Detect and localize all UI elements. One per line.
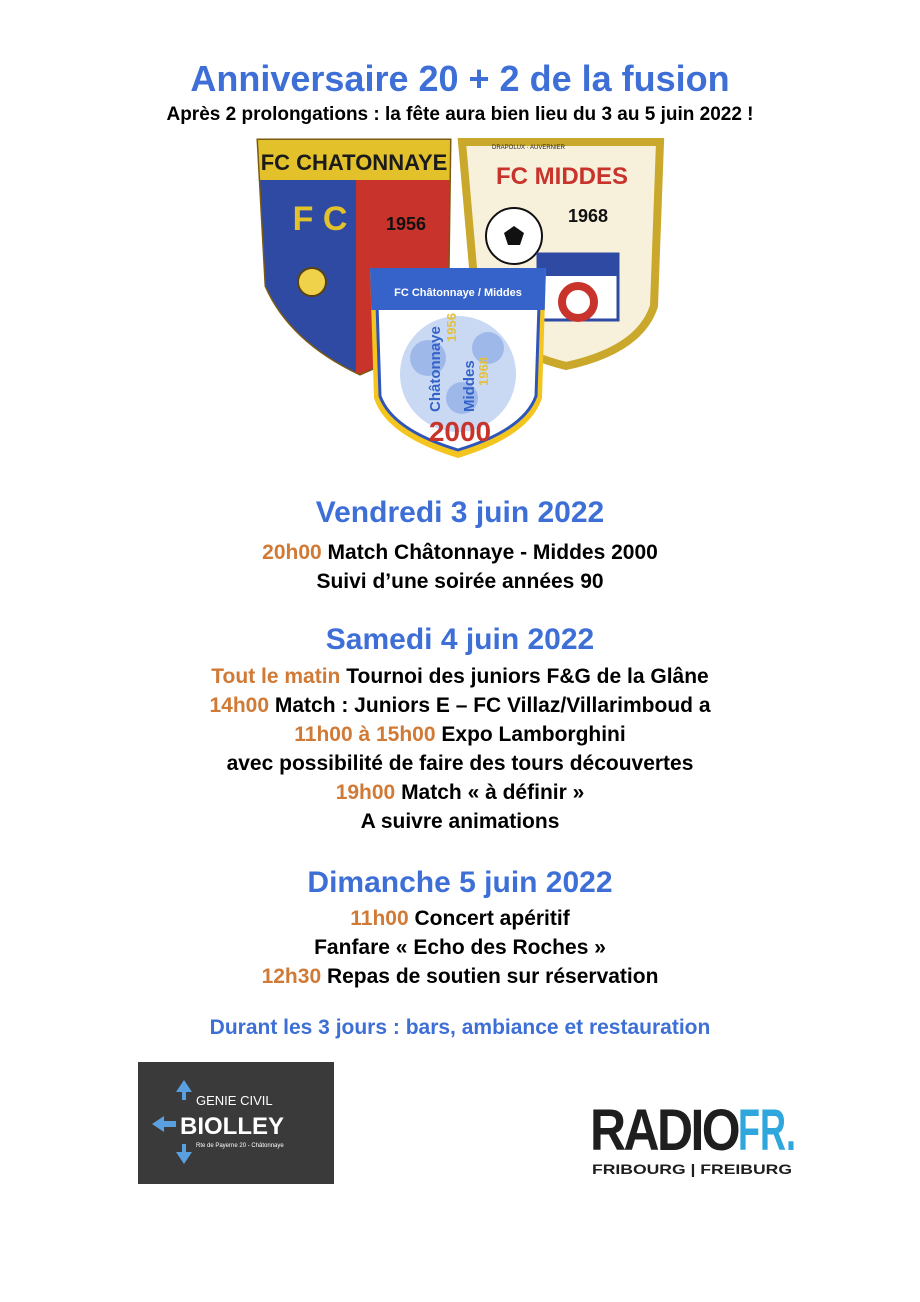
fc-chatonnaye-middes-crest: [370, 268, 546, 458]
footer-note: Durant les 3 jours : bars, ambiance et restauration: [209, 1016, 711, 1039]
program-text: Repas de soutien sur réservation: [321, 965, 659, 988]
program-text: Suivi d’une soirée années 90: [316, 570, 604, 593]
program-line: [0, 962, 920, 991]
program-line: [0, 691, 920, 720]
chatonnaye-label: Châtonnaye: [427, 326, 444, 412]
program-time: 14h00: [209, 694, 270, 717]
fc-middes-name: FC MIDDES: [496, 163, 628, 190]
radiofr-logo-fr: FR.: [738, 1098, 796, 1163]
day-program-sunday: [0, 904, 920, 991]
fc-chatonnaye-name: FC CHATONNAYE: [260, 150, 448, 175]
biolley-name: BIOLLEY: [180, 1113, 285, 1140]
radiofr-sponsor-logo: [588, 1088, 800, 1184]
day-heading-sunday: Dimanche 5 juin 2022: [307, 866, 613, 899]
day-heading-saturday: Samedi 4 juin 2022: [325, 623, 595, 656]
chatonnaye-year: 1956: [444, 313, 459, 342]
radiofr-tagline: FRIBOURG | FREIBURG: [592, 1161, 793, 1177]
program-time: 19h00: [335, 781, 396, 804]
program-line: [0, 749, 920, 778]
program-text: Expo Lamborghini: [435, 723, 626, 746]
program-line: [0, 807, 920, 836]
program-time: 20h00: [262, 541, 322, 564]
fc-chatonnaye-middes-name: FC Châtonnaye / Middes: [394, 287, 522, 299]
ball-icon: [298, 268, 326, 296]
program-text: avec possibilité de faire des tours découvertes: [226, 752, 694, 775]
fusion-year: 2000: [428, 416, 492, 447]
program-text: Concert apéritif: [408, 907, 570, 930]
program-text: Fanfare « Echo des Roches »: [314, 936, 606, 959]
program-time: 11h00: [350, 907, 409, 930]
biolley-sponsor-logo: [138, 1062, 334, 1184]
program-line: [0, 904, 920, 933]
program-line: [0, 933, 920, 962]
page-title: Anniversaire 20 + 2 de la fusion: [190, 58, 730, 99]
program-time: 12h30: [261, 965, 322, 988]
day-program-saturday: [0, 662, 920, 836]
program-line: [0, 778, 920, 807]
middes-year: 1968: [476, 357, 491, 386]
biolley-address: Rte de Payerne 20 - Châtonnaye: [196, 1143, 284, 1149]
program-line: [0, 567, 920, 596]
program-line: [0, 662, 920, 691]
program-line: [0, 720, 920, 749]
biolley-top-text: GENIE CIVIL: [196, 1093, 273, 1108]
program-text: Tournoi des juniors F&G de la Glâne: [340, 665, 709, 688]
day-program-friday: [0, 538, 920, 596]
fc-chatonnaye-year: 1956: [385, 214, 427, 234]
program-text: A suivre animations: [360, 810, 560, 833]
club-crests: [250, 136, 670, 486]
program-line: [0, 538, 920, 567]
page-subtitle: Après 2 prolongations : la fête aura bien lieu du 3 au 5 juin 2022 !: [166, 104, 754, 125]
program-time: 11h00 à 15h00: [294, 723, 436, 746]
middes-label: Middes: [461, 360, 478, 412]
day-heading-friday: Vendredi 3 juin 2022: [315, 496, 605, 529]
fc-middes-maker: DRAPOLUX · AUVERNIER: [492, 145, 566, 151]
program-text: Match Châtonnaye - Middes 2000: [321, 541, 658, 564]
program-time: Tout le matin: [211, 665, 341, 688]
program-text: Match : Juniors E – FC Villaz/Villarimboud a: [269, 694, 711, 717]
program-text: Match « à définir »: [395, 781, 585, 804]
fc-middes-year: 1968: [567, 206, 609, 226]
radiofr-logo-radio: RADIO: [590, 1098, 739, 1163]
fc-chatonnaye-letters: F C: [292, 200, 348, 238]
